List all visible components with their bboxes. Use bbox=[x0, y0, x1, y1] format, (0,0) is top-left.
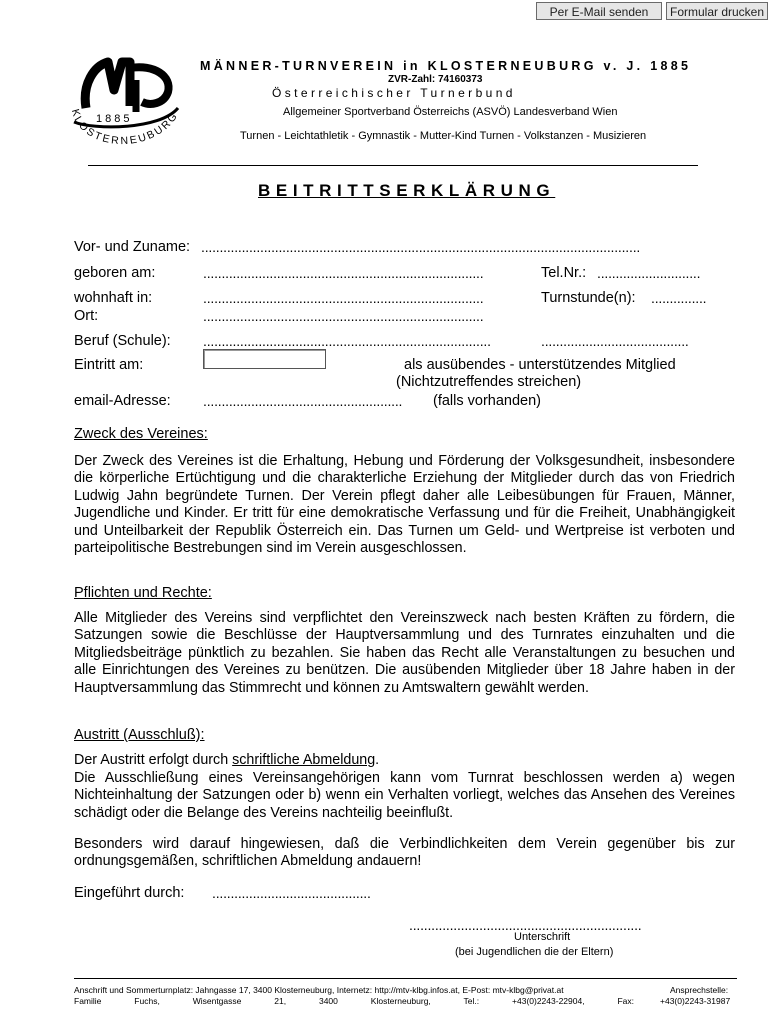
mtv-logo-icon bbox=[64, 50, 194, 168]
zvr-number: ZVR-Zahl: 74160373 bbox=[388, 74, 483, 85]
job-field[interactable]: .............................................................................. bbox=[203, 333, 491, 349]
footer-address: Anschrift und Sommerturnplatz: Jahngasse 17, 3400 Klosterneuburg, Internetz: http://mtv-klbg.infos.at, E-Post: mtv-klbg@privat.at bbox=[74, 985, 564, 995]
hours-label: Turnstunde(n): bbox=[541, 290, 636, 306]
signature-label: Unterschrift bbox=[514, 931, 571, 943]
signature-field[interactable]: ............................................................... bbox=[409, 917, 642, 933]
member-note: (Nichtzutreffendes streichen) bbox=[396, 374, 582, 390]
residence-label: wohnhaft in: bbox=[74, 290, 153, 306]
tel-field[interactable]: ............................ bbox=[597, 265, 701, 281]
email-note: (falls vorhanden) bbox=[433, 393, 541, 409]
footer-contact-label: Ansprechstelle: bbox=[670, 985, 729, 995]
exit-text-pre: Der Austritt erfolgt durch bbox=[74, 752, 233, 768]
born-label: geboren am: bbox=[74, 265, 156, 281]
exit-text-link: schriftliche Abmeldung bbox=[232, 752, 376, 768]
liability-note: Besonders wird darauf hingewiesen, daß die Verbindlichkeiten dem Verein gegenüber bis zur ordnungsgemäßen, schriftlichen Abmeldung andauern! bbox=[74, 836, 735, 870]
job-label: Beruf (Schule): bbox=[74, 333, 171, 349]
page-title: BEITRITTSERKLÄRUNG bbox=[258, 181, 556, 200]
footer-divider bbox=[74, 978, 737, 979]
footer-fax: +43(0)2243-31987 bbox=[660, 996, 731, 1006]
entry-label: Eintritt am: bbox=[74, 357, 144, 373]
exit-text bbox=[74, 752, 735, 769]
association: Allgemeiner Sportverband Österreichs (ASVÖ) Landesverband Wien bbox=[283, 106, 618, 118]
name-label: Vor- und Zuname: bbox=[74, 239, 191, 255]
federation: Österreichischer Turnerbund bbox=[272, 86, 516, 100]
email-field[interactable]: ...................................................... bbox=[203, 393, 403, 409]
introduced-label: Eingeführt durch: bbox=[74, 885, 185, 901]
duties-title: Pflichten und Rechte: bbox=[74, 585, 212, 601]
entry-date-input[interactable] bbox=[203, 349, 326, 369]
member-type: als ausübendes - unterstützendes Mitglied bbox=[404, 357, 676, 373]
residence-field[interactable]: ............................................................................ bbox=[203, 290, 484, 306]
logo-arc-text: KLOSTERNEUBURG bbox=[68, 107, 181, 148]
name-field[interactable]: ....................................................................................................................... bbox=[201, 239, 641, 255]
email-label: email-Adresse: bbox=[74, 393, 171, 409]
hours-field[interactable]: ............... bbox=[651, 290, 707, 306]
place-label: Ort: bbox=[74, 308, 99, 324]
header-divider bbox=[88, 165, 698, 166]
job-field-2[interactable]: ........................................ bbox=[541, 333, 689, 349]
exit-text-2: Die Ausschließung eines Vereinsangehörigen kann vom Turnrat beschlossen werden a) wegen Nichteinhaltung der Satzungen oder b) wenn ein Verhalten vorliegt, welches das Ansehen des Vereines schädigt oder die Belange des Vereins nachteilig beeinflußt. bbox=[74, 770, 735, 821]
logo-year: 1885 bbox=[96, 113, 133, 125]
place-field[interactable]: ............................................................................ bbox=[203, 308, 484, 324]
duties-text: Alle Mitglieder des Vereins sind verpflichtet den Vereinszweck nach besten Kräften zu fördern, die Satzungen sowie die Beschlüsse der Hauptversammlung und des Turnrates einzuhalten und die Mitgliedsbeiträge pünktlich zu bezahlen. Sie haben das Recht alle Veranstaltungen zu besuchen und alle Einrichtungen des Vereines zu benützen. Die ausübenden Mitglieder über 18 Jahre haben in der Hauptversammlung das Stimmrecht und können zu Amtswaltern gewählt werden. bbox=[74, 610, 735, 696]
footer-contact: Familie Fuchs, Wisentgasse 21, 3400 Klosterneuburg, Tel.: +43(0)2243-22904, Fax: bbox=[74, 996, 634, 1006]
born-field[interactable]: ............................................................................ bbox=[203, 265, 484, 281]
introduced-field[interactable]: ........................................... bbox=[212, 885, 371, 901]
exit-title: Austritt (Ausschluß): bbox=[74, 727, 205, 743]
activities: Turnen - Leichtathletik - Gymnastik - Mutter-Kind Turnen - Volkstanzen - Musizieren bbox=[240, 130, 647, 142]
exit-text-post: . bbox=[375, 752, 380, 768]
club-name: MÄNNER-TURNVEREIN in KLOSTERNEUBURG v. J. 1885 bbox=[200, 59, 692, 73]
signature-note: (bei Jugendlichen die der Eltern) bbox=[455, 946, 614, 958]
print-form-button[interactable]: Formular drucken bbox=[666, 2, 768, 20]
purpose-title: Zweck des Vereines: bbox=[74, 426, 208, 442]
tel-label: Tel.Nr.: bbox=[541, 265, 587, 281]
club-logo bbox=[64, 50, 194, 168]
email-send-button[interactable]: Per E-Mail senden bbox=[536, 2, 662, 20]
purpose-text: Der Zweck des Vereines ist die Erhaltung, Hebung und Förderung der Volksgesundheit, insbesondere die körperliche Ertüchtigung und die charakterliche Erziehung der Mitglieder durch das von Friedrich Ludwig Jahn begründete Turnen. Der Verein pflegt daher alle Leibesübungen für Frauen, Männer, Jugendliche und Kinder. Er tritt für eine demokratische Verfassung und für die Freiheit, Unabhängigkeit und Unteilbarkeit der Republik Österreich ein. Das Turnen um Geld- und Wertpreise ist verboten und parteipolitische Bestrebungen sind im Verein ausgeschlossen. bbox=[74, 453, 735, 557]
